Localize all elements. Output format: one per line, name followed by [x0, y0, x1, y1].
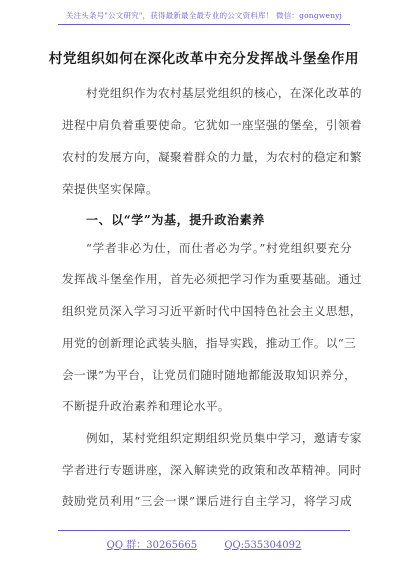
paragraph-line: 用党的创新理论武装头脑，指导实践，推动工作。以“三 [62, 336, 357, 350]
paragraph-line: 会一课”为平台，让党员们随时随地都能汲取知识养分， [62, 368, 357, 382]
paragraph-line: “学者非必为仕，而仕者必为学。”村党组织要充分 [86, 241, 352, 255]
document-title: 村党组织如何在深化改革中充分发挥战斗堡垒作用 [48, 51, 360, 67]
footer [0, 536, 408, 551]
paragraph-line: 荣提供坚实保障。 [62, 182, 158, 196]
paragraph-line: 鼓励党员利用“三会一课”课后进行自主学习，将学习成 [62, 494, 352, 508]
paragraph-line: 农村的发展方向，凝聚着群众的力量，为农村的稳定和繁 [62, 150, 362, 164]
section-heading-1: 一、以“学”为基，提升政治素养 [86, 213, 265, 227]
paragraph-line: 发挥战斗堡垒作用，首先必须把学习作为重要基础。通过 [62, 272, 362, 286]
paragraph-line: 不断提升政治素养和理论水平。 [62, 399, 230, 413]
qq-group-link[interactable]: QQ 群：30265665 [106, 540, 198, 551]
header-rule [58, 24, 350, 25]
qq-contact-link[interactable]: QQ:535304092 [224, 540, 302, 551]
paragraph-line: 村党组织作为农村基层党组织的核心，在深化改革的 [86, 86, 362, 100]
paragraph-line: 组织党员深入学习习近平新时代中国特色社会主义思想， [62, 304, 362, 318]
paragraph-line: 学者进行专题讲座，深入解读党的政策和改革精神。同时 [62, 463, 362, 477]
paragraph-line: 进程中肩负着重要使命。它犹如一座坚强的堡垒，引领着 [62, 118, 362, 132]
footer-rule [58, 530, 350, 531]
paragraph-line: 例如，某村党组织定期组织党员集中学习，邀请专家 [86, 431, 362, 445]
header-banner: 关注头条号"公文研究"，获得最新最全最专业的公文资料库！ 微信：gongwenyj [65, 11, 343, 20]
